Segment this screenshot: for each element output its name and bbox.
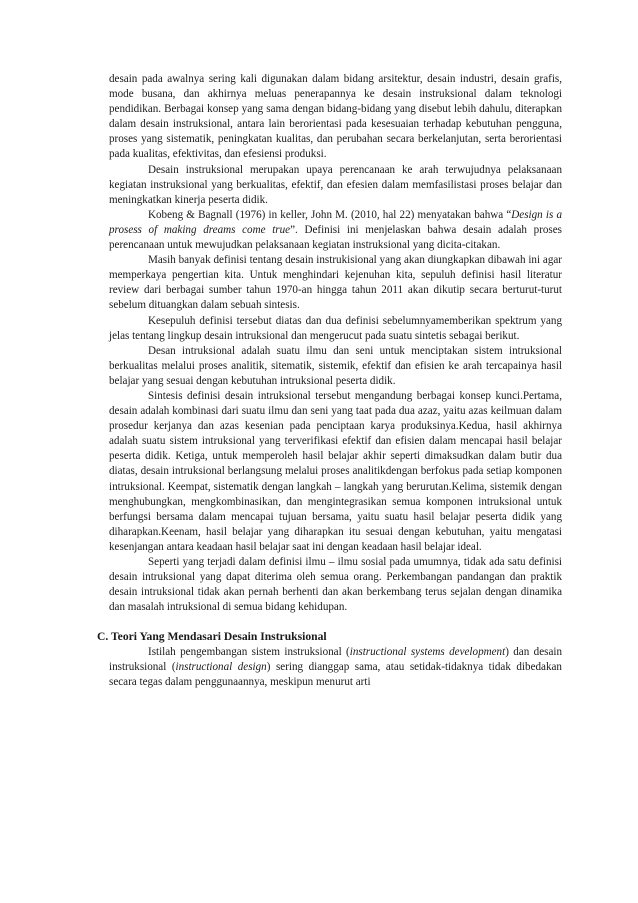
text-run: Desan intruksional adalah suatu ilmu dan seni untuk menciptakan sistem intruksional berkualitas melalui proses analitik, sitematik, sistemik, efektif dan efisien ke arah tercapainya hasil belajar yang sesuai dengan kebutuhan intruksional peserta didik. <box>109 344 562 387</box>
section-title: Teori Yang Mendasari Desain Instruksional <box>111 630 327 644</box>
text-run: Kesepuluh definisi tersebut diatas dan dua definisi sebelumnyamemberikan spektrum yang jelas tentang lingkup desain intruksional dan mengerucut pada suatu sintetis sebagai berikut. <box>109 314 562 342</box>
paragraph-p1 <box>108 72 562 163</box>
paragraph-p9 <box>108 645 562 690</box>
text-run: Masih banyak definisi tentang desain instrukisional yang akan diungkapkan dibawah ini agar memperkaya pengertian kita. Untuk menghindari kejenuhan kita, sepuluh definisi hasil literatur review dari berbagai sumber tahun 1970-an hingga tahun 2011 akan dikutip secara berturut-turut sebelum dituangkan dalam sebuah sintesis. <box>109 254 562 312</box>
paragraph-p8 <box>108 555 562 615</box>
italic-text: instructional systems development <box>349 645 506 658</box>
text-run: desain pada awalnya sering kali digunakan dalam bidang arsitektur, desain industri, desain grafis, mode busana, dan akhirnya meluas penerapannya ke desain instruksional dalam teknologi pendidikan. Berbagai konsep yang sama dengan bidang-bidang yang disebut lebih dahulu, diterapkan dalam desain instruksional, antara lain berorientasi pada kesesuaian terhadap kebutuhan pengguna, proses yang sistematik, peningkatan kualitas, dan perubahan secara berkelanjutan, serta berorientasi pada kualitas, efektivitas, dan efesiensi produksi. <box>109 73 562 161</box>
text-run: ) dan desain instruksional ( <box>109 645 562 673</box>
paragraph-p3 <box>108 208 562 253</box>
document-body <box>108 72 562 615</box>
italic-text: Design is a prosess of making dreams come true <box>109 208 563 236</box>
paragraph-p5 <box>108 314 562 344</box>
section-letter: C. <box>97 630 109 644</box>
paragraph-p7 <box>108 389 562 555</box>
paragraph-p6 <box>108 344 562 389</box>
text-run: ) sering dianggap sama, atau setidak-tidaknya tidak dibedakan secara tegas dalam penggunaannya, meskipun menurut arti <box>109 660 562 689</box>
text-run: Sintesis definisi desain intruksional tersebut mengandung berbagai konsep kunci.Pertama, desain adalah kombinasi dari suatu ilmu dan seni yang taat pada dua azaz, yaitu azas keilmuan dalam prosedur kerjanya dan azas kesenian pada penciptaan karya produksinya.Kedua, hasil akhirnya adalah suatu sistem intruksional yang terverifikasi efektif dan efisien dalam mencapai hasil belajar peserta didik. Ketiga, untuk memperoleh hasil belajar akhir seperti dimaksudkan dalam butir dua diatas, desain intruksional berlangsung melalui proses analitikdengan berfokus pada setiap komponen intruksional. Keempat, sistematik dengan langkah – langkah yang berurutan.Kelima, sistemik dengan menghubungkan, mengkombinasikan, dan mengintegrasikan semua komponen intruksional untuk berfungsi bersama dalam mencapai tujuan bersama, yaitu suatu hasil belajar peserta didik yang diharapkan.Keenam, hasil belajar yang diharapkan itu sesuai dengan kebutuhan, yaitu mengatasi kesenjangan antara keadaan hasil belajar saat ini dengan keadaan hasil belajar ideal. <box>109 389 562 553</box>
section-heading <box>97 629 551 645</box>
text-run: Istilah pengembangan sistem instruksional ( <box>148 645 350 658</box>
section-body <box>108 645 562 690</box>
document-page <box>97 72 563 690</box>
text-run: Kobeng & Bagnall (1976) in keller, John M. (2010, hal 22) menyatakan bahwa “ <box>148 208 512 221</box>
text-run: ”. Definisi ini menjelaskan bahwa desain adalah proses perencanaan untuk mewujudkan pelaksanaan kegiatan instruksional yang dicita-citakan. <box>109 223 562 252</box>
text-run: Seperti yang terjadi dalam definisi ilmu – ilmu sosial pada umumnya, tidak ada satu definisi desain intruksional yang dapat diterima oleh semua orang. Perkembangan pandangan dan praktik desain intruksional tidak akan pernah berhenti dan akan berkembang terus sejalan dengan dinamika dan masalah intruksional di semua bidang kehidupan. <box>109 556 562 614</box>
text-run: Desain instruksional merupakan upaya perencanaan ke arah terwujudnya pelaksanaan kegiatan instruksional yang berkualitas, efektif, dan efesien dalam memfasilistasi proses belajar dan meningkatkan kinerja peserta didik. <box>109 163 562 206</box>
italic-text: instructional design <box>175 660 267 673</box>
paragraph-p2 <box>108 163 562 208</box>
paragraph-p4 <box>108 253 562 313</box>
